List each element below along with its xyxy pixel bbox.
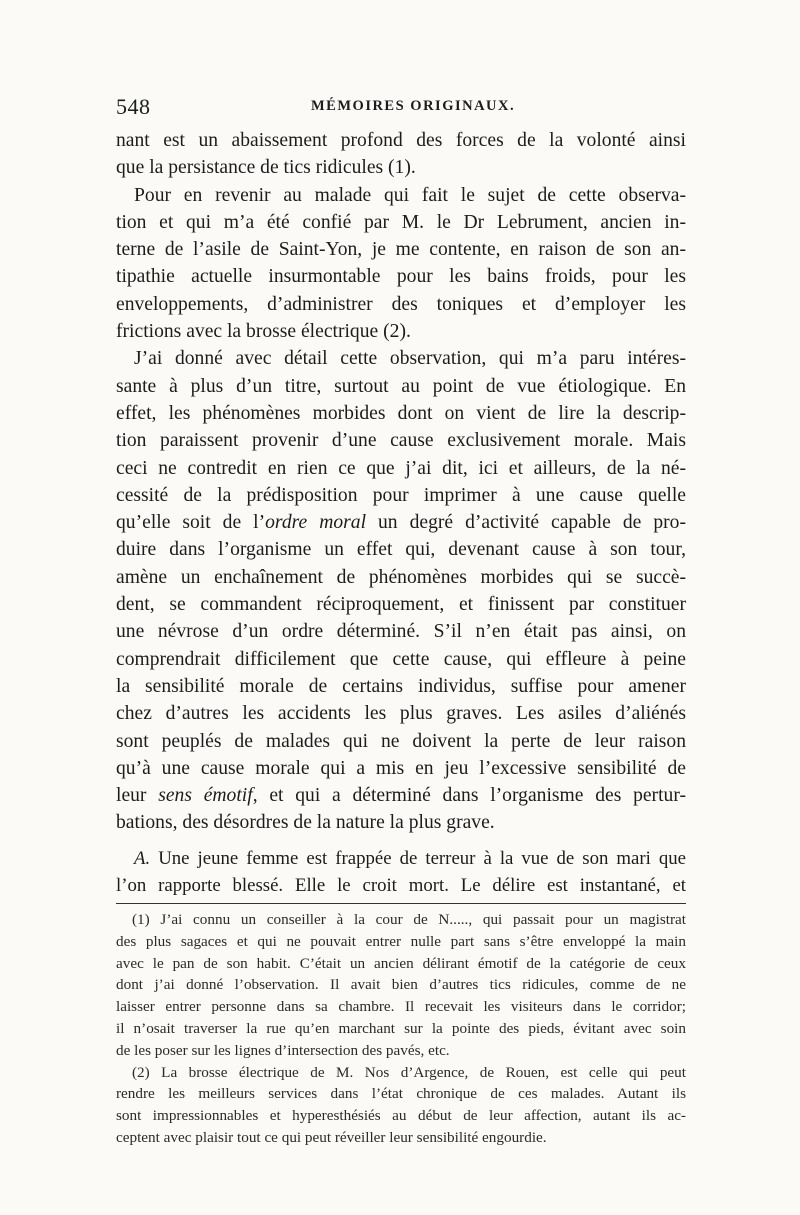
text-line: cessité de la prédisposition pour imprimer à une cause quelle xyxy=(116,484,686,506)
text-line: effet, les phénomènes morbides dont on vient de lire la descrip- xyxy=(116,402,686,424)
text-line: que la persistance de tics ridicules (1). xyxy=(116,157,416,179)
italic-phrase: ordre moral xyxy=(265,512,367,534)
text-line: tipathie actuelle insurmontable pour les bains froids, pour les xyxy=(116,266,686,288)
footnote-line: des plus sagaces et qui ne pouvait entrer nulle part sans s’être enveloppé la main xyxy=(116,932,686,950)
footnote-line: avec le pan de son habit. C’était un ancien délirant émotif de la catégorie de ceux xyxy=(116,954,686,972)
text-line: nant est un abaissement profond des forces de la volonté ainsi xyxy=(116,130,686,151)
text-line: Pour en revenir au malade qui fait le sujet de cette observa- xyxy=(134,184,686,206)
footnote-line: dont j’ai donné l’observation. Il avait bien d’autres tics ridicules, comme de ne xyxy=(116,976,686,994)
text-line: l’on rapporte blessé. Elle le croit mort. Le délire est instantané, et xyxy=(116,875,686,897)
text-line: ceci ne contredit en rien ce que j’ai dit, ici et ailleurs, de la né- xyxy=(116,457,686,479)
footnotes xyxy=(116,909,686,1149)
footnote-line: sont impressionnables et hyperesthésiés au début de leur affection, autant ils ac- xyxy=(116,1107,686,1125)
running-head: MÉMOIRES ORIGINAUX. xyxy=(311,98,516,114)
text-segment: un degré d’activité capable de pro- xyxy=(366,512,686,534)
text-line: bations, des désordres de la nature la plus grave. xyxy=(116,812,495,834)
text-line: frictions avec la brosse électrique (2). xyxy=(116,321,411,343)
text-line: duire dans l’organisme un effet qui, devenant cause à son tour, xyxy=(116,539,686,561)
text-line: tion et qui m’a été confié par M. le Dr Lebrument, ancien in- xyxy=(116,211,686,233)
footnote-line: laisser entrer personne dans sa chambre. Il recevait les visiteurs dans le corridor; xyxy=(116,998,686,1016)
page-header xyxy=(116,94,686,120)
text-line: comprendrait difficilement que cette cause, qui effleure à peine xyxy=(116,648,686,670)
text-line: sante à plus d’un titre, surtout au point de vue étiologique. En xyxy=(116,375,686,397)
text-line: sont peuplés de malades qui ne doivent la perte de leur raison xyxy=(116,730,686,752)
text-line xyxy=(116,845,686,872)
text-line: qu’à une cause morale qui a mis en jeu l’excessive sensibilité de xyxy=(116,757,686,779)
main-text xyxy=(116,127,686,837)
observation-label: A. xyxy=(134,848,151,869)
text-segment: , et qui a déterminé dans l’organisme des pertur- xyxy=(252,785,686,807)
italic-phrase: sens émotif xyxy=(158,785,253,807)
text-segment: leur xyxy=(116,785,159,807)
text-segment: qu’elle soit de l’ xyxy=(116,512,266,534)
text-line: enveloppements, d’administrer des toniques et d’employer les xyxy=(116,293,686,315)
footnote-line: (2) La brosse électrique de M. Nos d’Argence, de Rouen, est celle qui peut xyxy=(132,1063,686,1081)
text-line xyxy=(116,782,686,809)
footnote-divider xyxy=(116,903,686,904)
text-line: dent, se commandent réciproquement, et finissent par constituer xyxy=(116,594,686,616)
text-line: terne de l’asile de Saint-Yon, je me contente, en raison de son an- xyxy=(116,239,686,261)
footnote-line: il n’osait traverser la rue qu’en marchant sur la pointe des pieds, évitant avec soin xyxy=(116,1019,686,1037)
text-line: la sensibilité morale de certains individus, suffise pour amener xyxy=(116,675,686,697)
text-line: J’ai donné avec détail cette observation, qui m’a paru intéres- xyxy=(134,348,686,370)
text-line xyxy=(116,509,686,536)
footnote-line: de les poser sur les lignes d’intersection des pavés, etc. xyxy=(116,1041,450,1059)
footnote-line: (1) J’ai connu un conseiller à la cour de N....., qui passait pour un magistrat xyxy=(132,911,686,928)
text-line: tion paraissent provenir d’une cause exclusivement morale. Mais xyxy=(116,430,686,452)
text-line: une névrose d’un ordre déterminé. S’il n’en était pas ainsi, on xyxy=(116,621,686,643)
footnote-line: ceptent avec plaisir tout ce qui peut réveiller leur sensibilité engourdie. xyxy=(116,1128,547,1146)
footnote-line: rendre les meilleurs services dans l’état chronique de ces malades. Autant ils xyxy=(116,1085,686,1103)
text-line: amène un enchaînement de phénomènes morbides qui se succè- xyxy=(116,566,686,588)
text-line: chez d’autres les accidents les plus graves. Les asiles d’aliénés xyxy=(116,703,686,725)
text-segment: Une jeune femme est frappée de terreur à la vue de son mari que xyxy=(150,848,686,869)
observation-paragraph xyxy=(116,845,686,900)
page-number: 548 xyxy=(116,94,151,119)
